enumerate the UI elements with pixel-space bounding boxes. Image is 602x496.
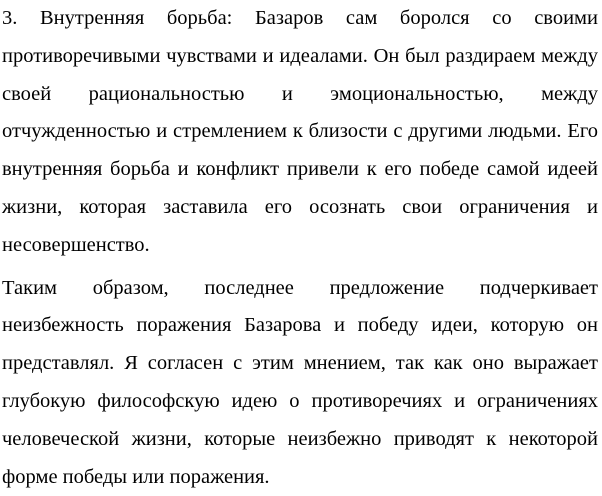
paragraph-conclusion: Таким образом, последнее предложение подчеркивает неизбежность поражения Базарова и победу идеи, которую он представлял. Я согласен с этим мнением, так как оно выражает глубокую философскую идею о противоречиях и ограничениях человеческой жизни, которые неизбежно приводят к некоторой форме победы или поражения.	[2, 276, 598, 488]
document-page	[2, 0, 598, 496]
paragraph-inner-struggle: 3. Внутренняя борьба: Базаров сам боролся со своими противоречивыми чувствами и идеалами. Он был раздираем между своей рациональностью и эмоциональностью, между отчужденностью и стремлением к близости с другими людьми. Его внутренняя борьба и конфликт привели к его победе самой идеей жизни, которая заставила его осознать свои ограничения и несовершенство.	[2, 7, 598, 256]
